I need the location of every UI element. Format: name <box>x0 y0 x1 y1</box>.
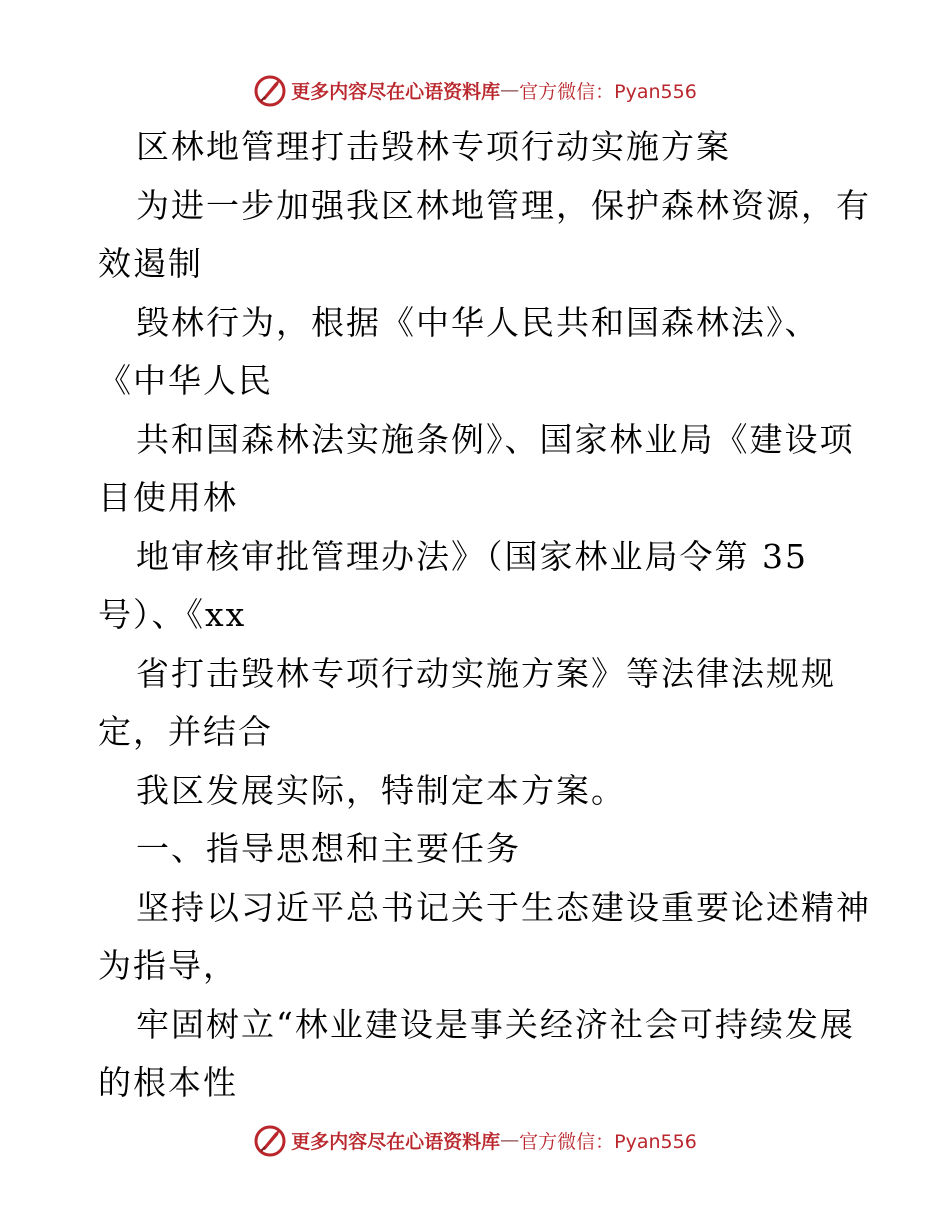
document-line: 的根本性 <box>98 1063 238 1102</box>
document-line: 毁林行为，根据《中华人民共和国森林法》、 <box>136 302 820 342</box>
banner-brand-text: 更多内容尽在心语资料库 <box>291 1130 501 1153</box>
banner-separator: — <box>500 79 520 101</box>
document-line: 区林地管理打击毁林专项行动实施方案 <box>136 127 731 166</box>
document-line: 《中华人民 <box>98 361 273 400</box>
header-watermark-banner <box>0 70 950 110</box>
banner-wechat-text: 官方微信：Pyan556 <box>519 80 697 103</box>
document-line: 共和国森林法实施条例》、国家林业局《建设项 <box>136 419 855 459</box>
document-line: 牢固树立“林业建设是事关经济社会可持续发展 <box>136 1004 855 1044</box>
document-body <box>98 118 871 1113</box>
document-line: 省打击毁林专项行动实施方案》等法律法规规 <box>136 653 836 693</box>
document-line: 目使用林 <box>98 478 238 517</box>
document-line: 一、指导思想和主要任务 <box>136 829 521 868</box>
document-line: 坚持以习近平总书记关于生态建设重要论述精神 <box>136 887 871 927</box>
document-line: 定，并结合 <box>98 712 273 751</box>
document-line: 为进一步加强我区林地管理，保护森林资源，有 <box>136 185 871 225</box>
banner-wechat-text: 官方微信：Pyan556 <box>519 1130 697 1153</box>
footer-watermark-banner <box>0 1120 950 1160</box>
document-line: 效遏制 <box>98 244 203 283</box>
banner-brand-text: 更多内容尽在心语资料库 <box>291 80 501 103</box>
quill-pen-logo-icon <box>253 73 287 107</box>
banner-separator: — <box>500 1129 520 1151</box>
document-line: 为指导， <box>98 946 238 985</box>
document-line: 地审核审批管理办法》（国家林业局令第 35 <box>136 536 808 576</box>
document-line: 我区发展实际，特制定本方案。 <box>136 770 626 810</box>
document-line: 号）、《xx <box>98 595 247 634</box>
quill-pen-logo-icon <box>253 1123 287 1157</box>
